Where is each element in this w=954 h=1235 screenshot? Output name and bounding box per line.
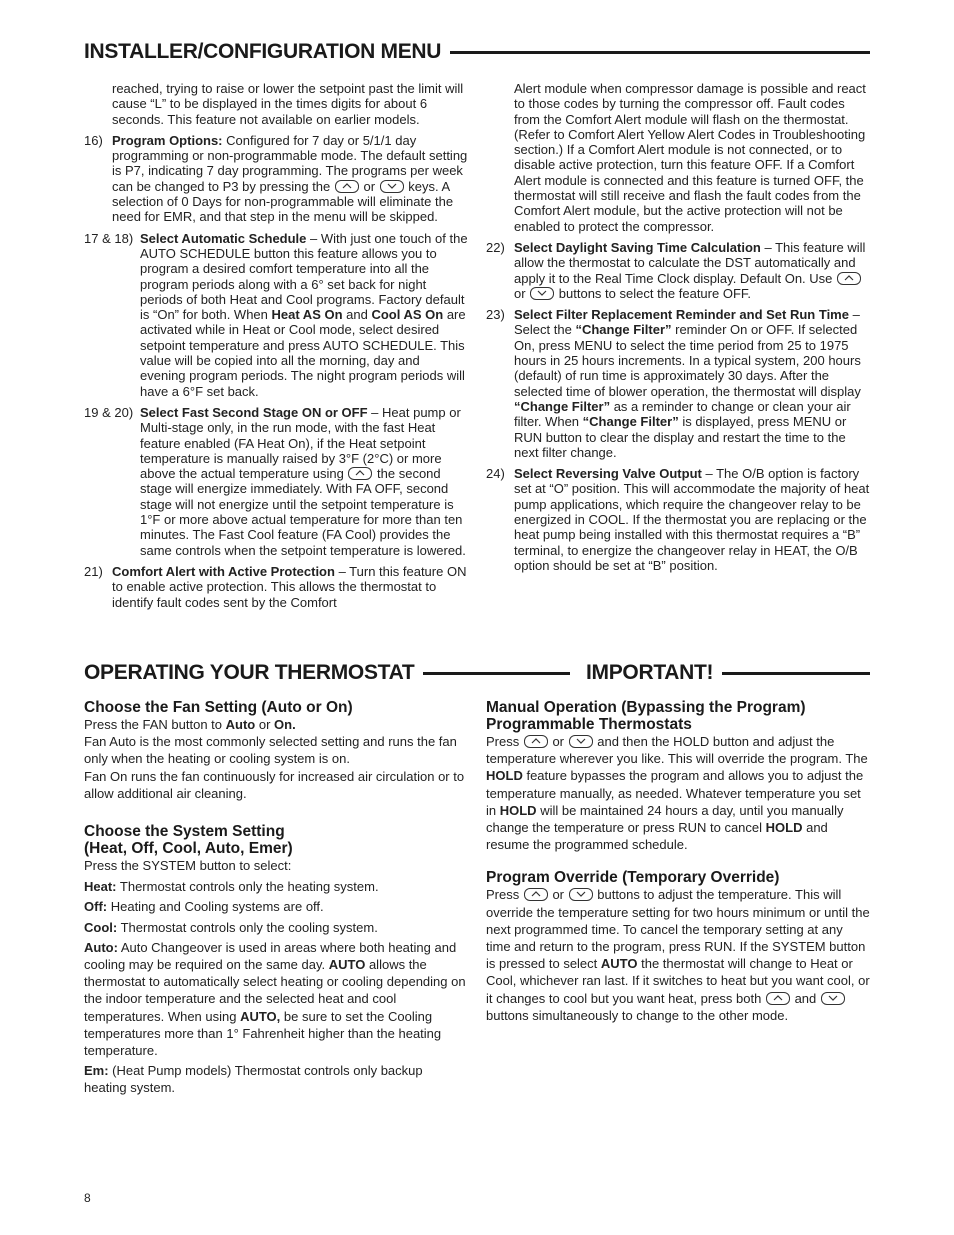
operating-heading xyxy=(84,661,570,685)
menu-item-24 xyxy=(486,466,870,573)
manual-operation-paragraph: Press or and then the HOLD button and adjust the temperature wherever you like. This will override the program. The HOLD feature bypasses the program and allows you to adjust the temperature manually, as needed. Whatever temperature you set in HOLD will be maintained 24 hours a day, until you manually change the temperature or press RUN to cancel HOLD and resume the programmed schedule. xyxy=(486,734,868,853)
heat-definition: Heat: Thermostat controls only the heating system. xyxy=(84,879,379,895)
up-arrow-icon xyxy=(766,992,790,1005)
menu-item-21 xyxy=(84,564,468,610)
program-override-heading: Program Override (Temporary Override) xyxy=(486,869,780,887)
up-arrow-icon xyxy=(837,272,861,285)
down-arrow-icon xyxy=(569,735,593,748)
down-arrow-icon xyxy=(380,180,404,193)
item-body: Program Options: Configured for 7 day or 5/1/1 day programming or non-programmable mode. The default setting is P7, indicating 7 day programming. The programs per week can be changed to P3 by pressing the or keys. A selection of 0 Days for non-programmable will eliminate the need for EMR, and that step in the menu will be skipped. xyxy=(112,132,468,225)
item-number: 22) xyxy=(486,239,505,255)
item-21-continued: Alert module when compressor damage is possible and react to those codes by turning the compressor off. Fault codes from the Comfort Alert module will flash on the thermostat. (Refer to Comfort Alert Yellow Alert Codes in Troubleshooting section.) If a Comfort Alert module is not connected, or to disable active protection, turn this feature OFF. If a Comfort Alert module is connected and this feature is turned OFF, the thermostat will still receive and flash the fault codes from the Comfort Alert module, but the active protection will not be enabled to protect the compressor. xyxy=(514,81,866,234)
item-number: 16) xyxy=(84,132,103,148)
installer-heading xyxy=(84,40,870,64)
item-number: 24) xyxy=(486,466,505,482)
cool-definition: Cool: Thermostat controls only the cooling system. xyxy=(84,919,378,935)
fan-auto-paragraph: Fan Auto is the most commonly selected setting and runs the fan only when the heating or cooling system is on. xyxy=(84,734,457,767)
operating-title: OPERATING YOUR THERMOSTAT xyxy=(84,661,415,684)
system-setting-heading: Choose the System Setting (Heat, Off, Cool, Auto, Emer) xyxy=(84,823,293,858)
installer-title: INSTALLER/CONFIGURATION MENU xyxy=(84,40,442,63)
installer-right-column xyxy=(486,81,870,579)
heading-rule xyxy=(423,672,570,675)
down-arrow-icon xyxy=(821,992,845,1005)
menu-item-16 xyxy=(84,133,468,225)
fan-on-paragraph: Fan On runs the fan continuously for increased air circulation or to allow additional air cleaning. xyxy=(84,768,465,801)
program-override-paragraph: Press or buttons to adjust the temperature. This will override the temperature setting for two hours minimum or until the next programmed time. To cancel the temporary setting at any time and return to the program, press RUN. If the SYSTEM button is pressed to select AUTO the thermostat will change to Heat or Cool, whichever ran last. If it switches to heat but you want cool, or it changes to cool but you want heat, press both and buttons simultaneously to change to the other mode. xyxy=(486,887,870,1023)
fan-paragraph: Press the FAN button to Auto or On. xyxy=(84,717,296,732)
important-title: IMPORTANT! xyxy=(586,661,714,684)
important-column xyxy=(486,699,870,1024)
installer-left-column xyxy=(84,81,468,616)
fan-setting-heading: Choose the Fan Setting (Auto or On) xyxy=(84,699,353,716)
important-heading xyxy=(586,661,870,685)
up-arrow-icon xyxy=(348,467,372,480)
page-number: 8 xyxy=(84,1191,91,1205)
up-arrow-icon xyxy=(335,180,359,193)
menu-item-17-18 xyxy=(84,231,468,399)
heading-rule xyxy=(722,672,870,675)
up-arrow-icon xyxy=(524,888,548,901)
menu-item-23 xyxy=(486,307,870,460)
up-arrow-icon xyxy=(524,735,548,748)
system-intro: Press the SYSTEM button to select: xyxy=(84,858,292,874)
heading-rule xyxy=(450,51,870,54)
down-arrow-icon xyxy=(530,287,554,300)
down-arrow-icon xyxy=(569,888,593,901)
item-body: Select Filter Replacement Reminder and Set Run Time – Select the “Change Filter” reminder On or OFF. If selected On, press MENU to select the time period from 25 to 1975 hours in 25 hours increments. In a typical system, 200 hours (default) of run time is approximately 30 days. After the selected time of blower operation, the thermostat will display “Change Filter” as a reminder to change or clean your air filter. When “Change Filter” is displayed, press MENU or RUN button to clear the display and restart the time to the next filter change. xyxy=(514,307,861,460)
em-definition: Em: (Heat Pump models) Thermostat controls only backup heating system. xyxy=(84,1063,423,1096)
item-body: Select Automatic Schedule – With just one touch of the AUTO SCHEDULE button this feature allows you to program a desired comfort temperature into all the program periods along with a 6° set back for night periods of both Heat and Cool programs. Factory default is “On” for both. When Heat AS On and Cool AS On are activated while in Heat or Cool mode, select desired setpoint temperature and press AUTO SCHEDULE. This value will be copied into all the morning, day and evening program periods. The night program periods will have a 6°F set back. xyxy=(140,230,468,399)
item-number: 21) xyxy=(84,563,103,579)
item-number: 17 & 18) xyxy=(84,230,134,246)
operating-column xyxy=(84,699,468,1100)
intro-text: reached, trying to raise or lower the setpoint past the limit will cause “L” to be displayed in the times digits for about 6 seconds. This feature not available on earlier models. xyxy=(112,81,464,127)
manual-operation-heading: Manual Operation (Bypassing the Program) Programmable Thermostats xyxy=(486,699,806,733)
item-body: Select Reversing Valve Output – The O/B option is factory set at “O” position. This will accommodate the majority of heat pump applications, which require the changeover relay to be energized in COOL. If the thermostat you are replacing or the heat pump being installed with this thermostat requires a “B” terminal, to energize the changeover relay in HEAT, the O/B option should be set at “B” position. xyxy=(514,466,870,573)
item-body: Select Daylight Saving Time Calculation – This feature will allow the thermostat to calculate the DST automatically and apply it to the Real Time Clock display. Default On. Use or buttons to select the feature OFF. xyxy=(514,239,866,301)
off-definition: Off: Heating and Cooling systems are off. xyxy=(84,899,324,915)
menu-item-19-20 xyxy=(84,405,468,558)
item-body: Comfort Alert with Active Protection – Turn this feature ON to enable active protection. This allows the thermostat to identify fault codes sent by the Comfort xyxy=(112,563,467,610)
auto-definition: Auto: Auto Changeover is used in areas where both heating and cooling may be required on the same day. AUTO allows the thermostat to automatically select heating or cooling depending on the indoor temperature and the selected heat and cool temperatures. When using AUTO, be sure to set the Cooling temperatures more than 1° Fahrenheit higher than the heating temperature. xyxy=(84,939,466,1059)
item-body: Select Fast Second Stage ON or OFF – Heat pump or Multi-stage only, in the run mode, with the fast Heat feature enabled (FA Heat On), if the Heat setpoint temperature is manually raised by 3°F (2°C) or more above the actual temperature using the second stage will energize immediately. With FA OFF, second stage will not energize until the setpoint temperature is 1°F or more above actual temperature for more than ten minutes. The Fast Cool feature (FA Cool) provides the same controls when the setpoint temperature is lowered. xyxy=(140,404,466,558)
item-number: 23) xyxy=(486,307,505,323)
menu-item-22 xyxy=(486,240,870,301)
item-number: 19 & 20) xyxy=(84,404,134,420)
